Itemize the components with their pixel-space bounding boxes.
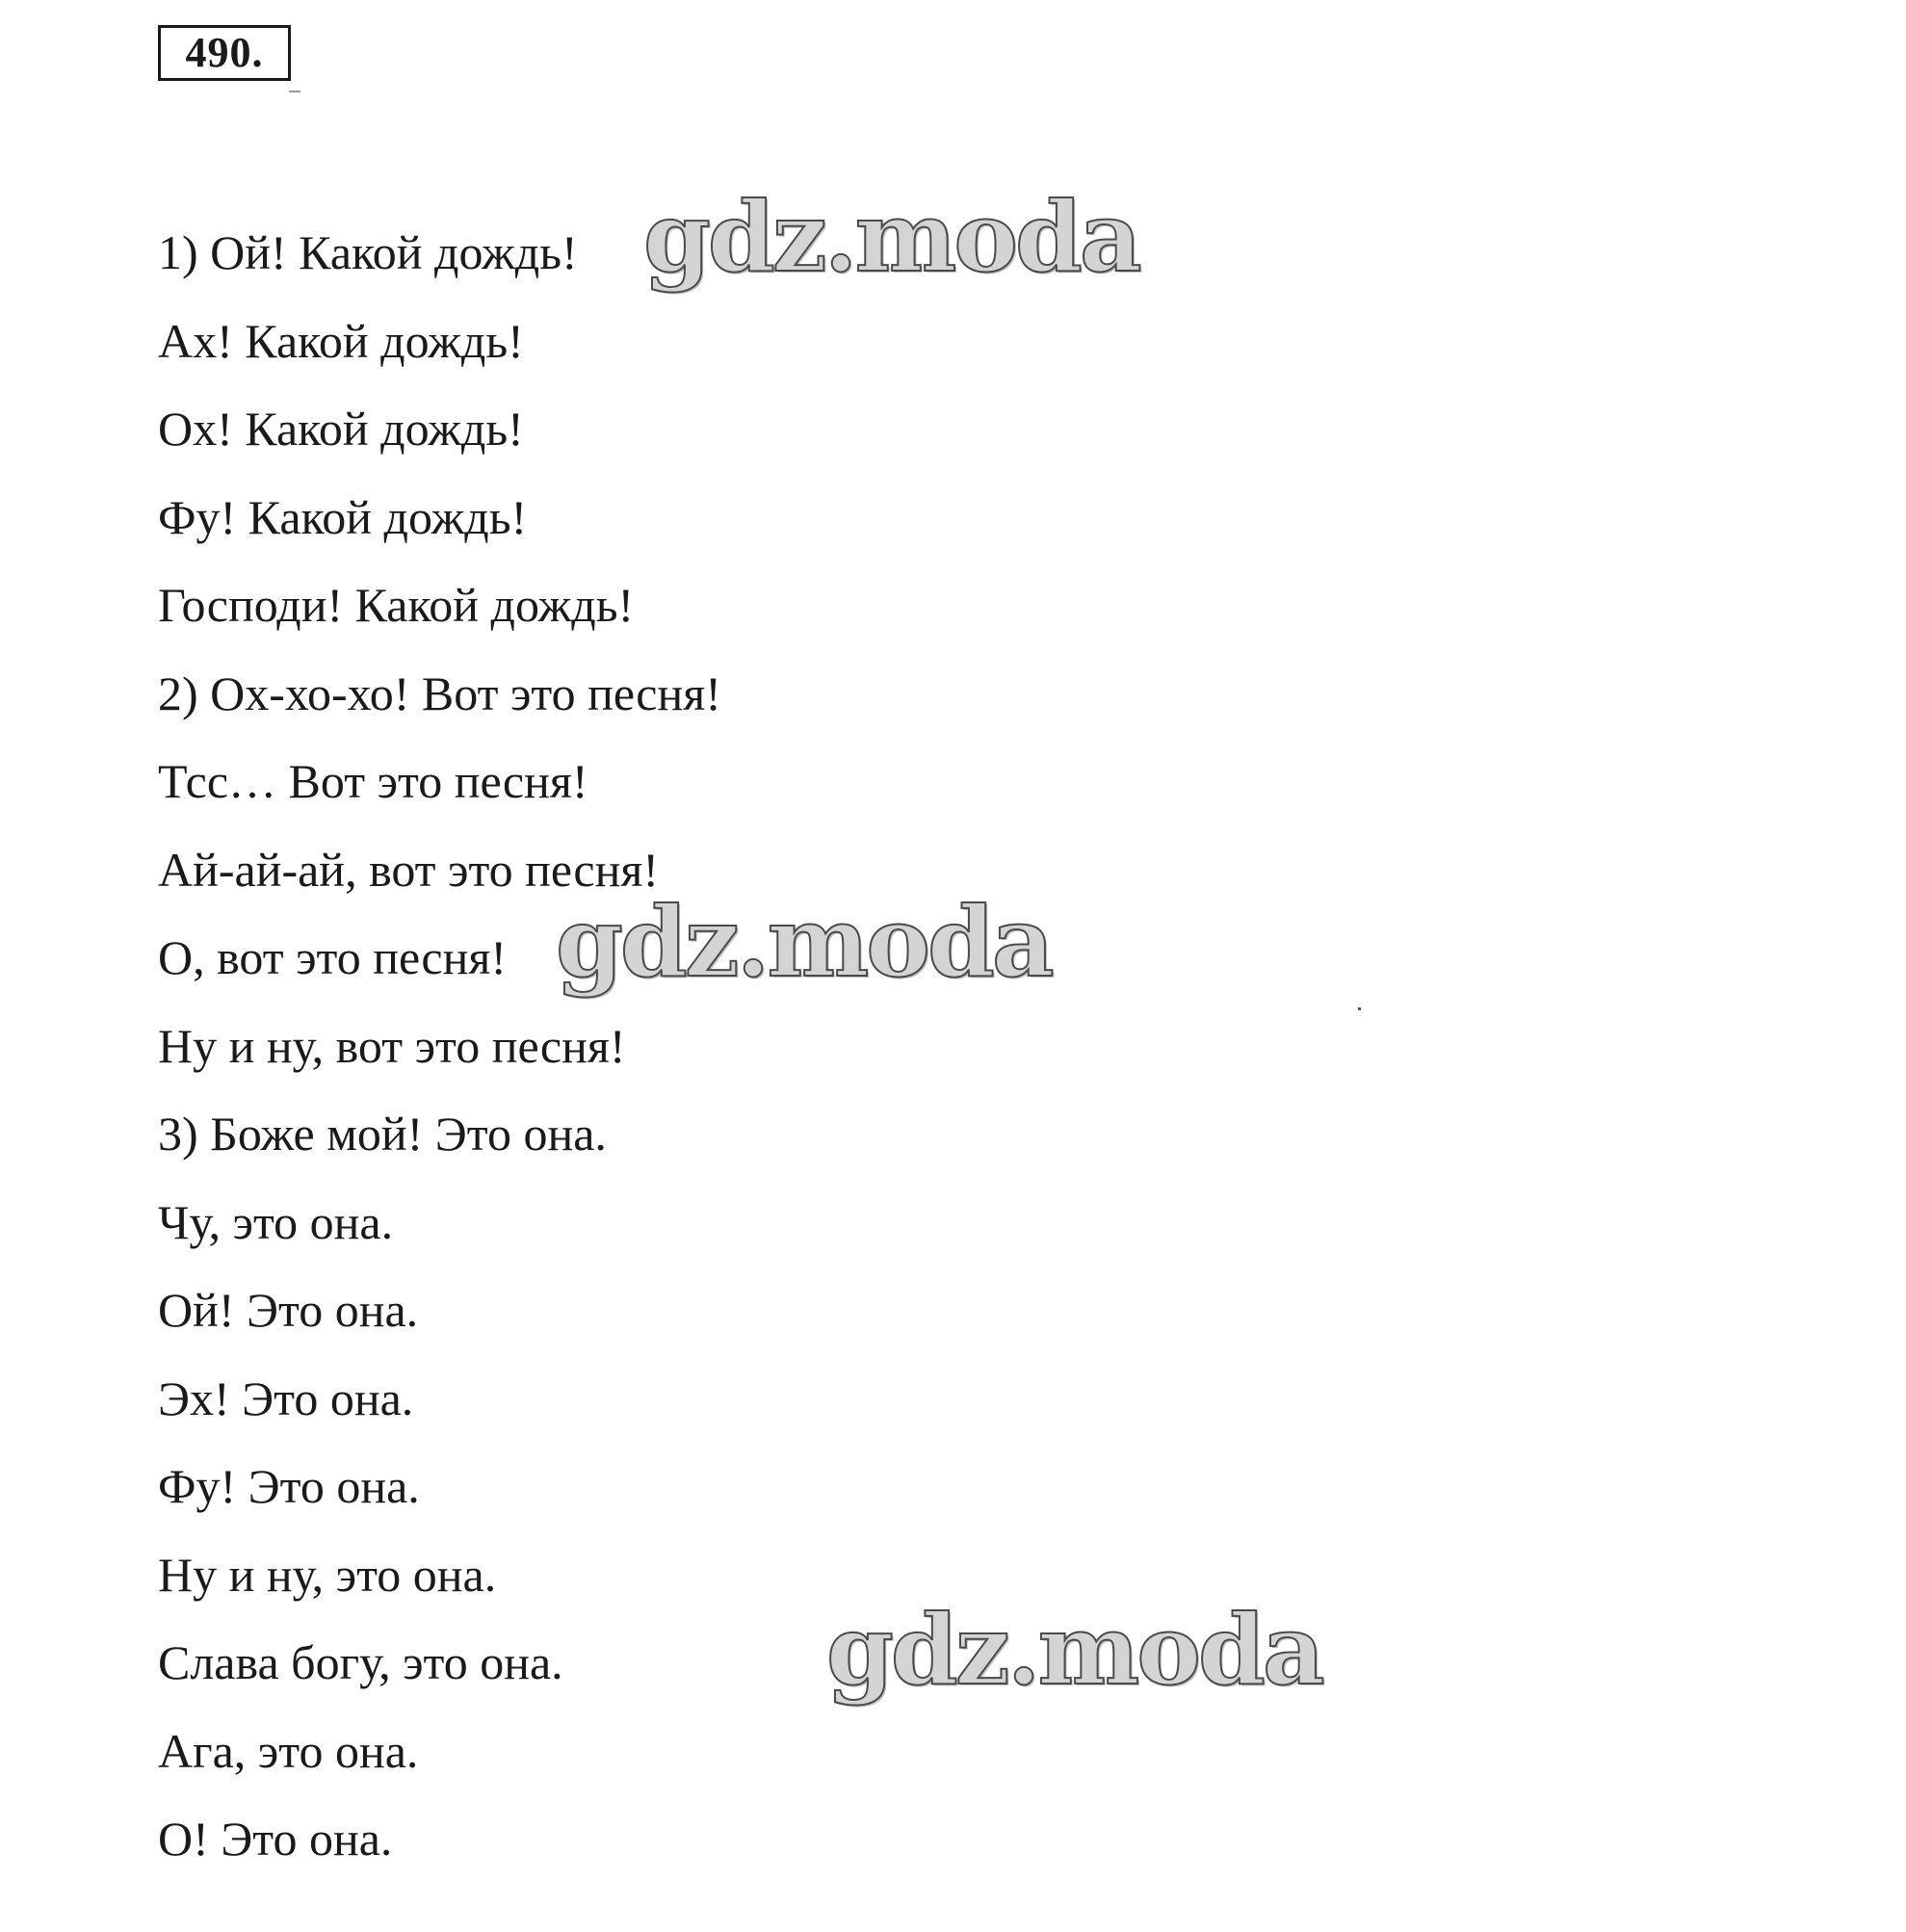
- watermark: gdz.moda: [556, 885, 1052, 999]
- answer-lines: [158, 217, 721, 1892]
- answer-line: Фу! Это она.: [158, 1459, 420, 1513]
- answer-line: О, вот это песня!: [158, 930, 508, 984]
- answer-line: Тсс… Вот это песня!: [158, 754, 588, 808]
- answer-line: Слава богу, это она.: [158, 1635, 563, 1689]
- scan-mark: [289, 91, 300, 92]
- answer-line: Чу, это она.: [158, 1194, 394, 1249]
- answer-line: О! Это она.: [158, 1812, 393, 1866]
- answer-line: Господи! Какой дождь!: [158, 578, 635, 632]
- answer-line: Ах! Какой дождь!: [158, 313, 524, 368]
- answer-line: Ну и ну, вот это песня!: [158, 1018, 626, 1073]
- answer-line: 2) Ох-хо-хо! Вот это песня!: [158, 666, 721, 720]
- scan-speck: [1358, 1007, 1361, 1010]
- answer-line: Эх! Это она.: [158, 1371, 414, 1425]
- answer-line: 1) Ой! Какой дождь!: [158, 225, 578, 279]
- answer-line: 3) Боже мой! Это она.: [158, 1107, 607, 1161]
- answer-line: Ага, это она.: [158, 1723, 419, 1778]
- watermark: gdz.moda: [826, 1593, 1322, 1707]
- answer-line: Фу! Какой дождь!: [158, 489, 528, 544]
- answer-line: Ай-ай-ай, вот это песня!: [158, 842, 659, 897]
- answer-line: Ну и ну, это она.: [158, 1547, 497, 1602]
- answer-line: Ой! Это она.: [158, 1283, 419, 1337]
- answer-line: Ох! Какой дождь!: [158, 402, 524, 456]
- task-number-box: 490.: [158, 25, 291, 81]
- watermark: gdz.moda: [643, 180, 1139, 294]
